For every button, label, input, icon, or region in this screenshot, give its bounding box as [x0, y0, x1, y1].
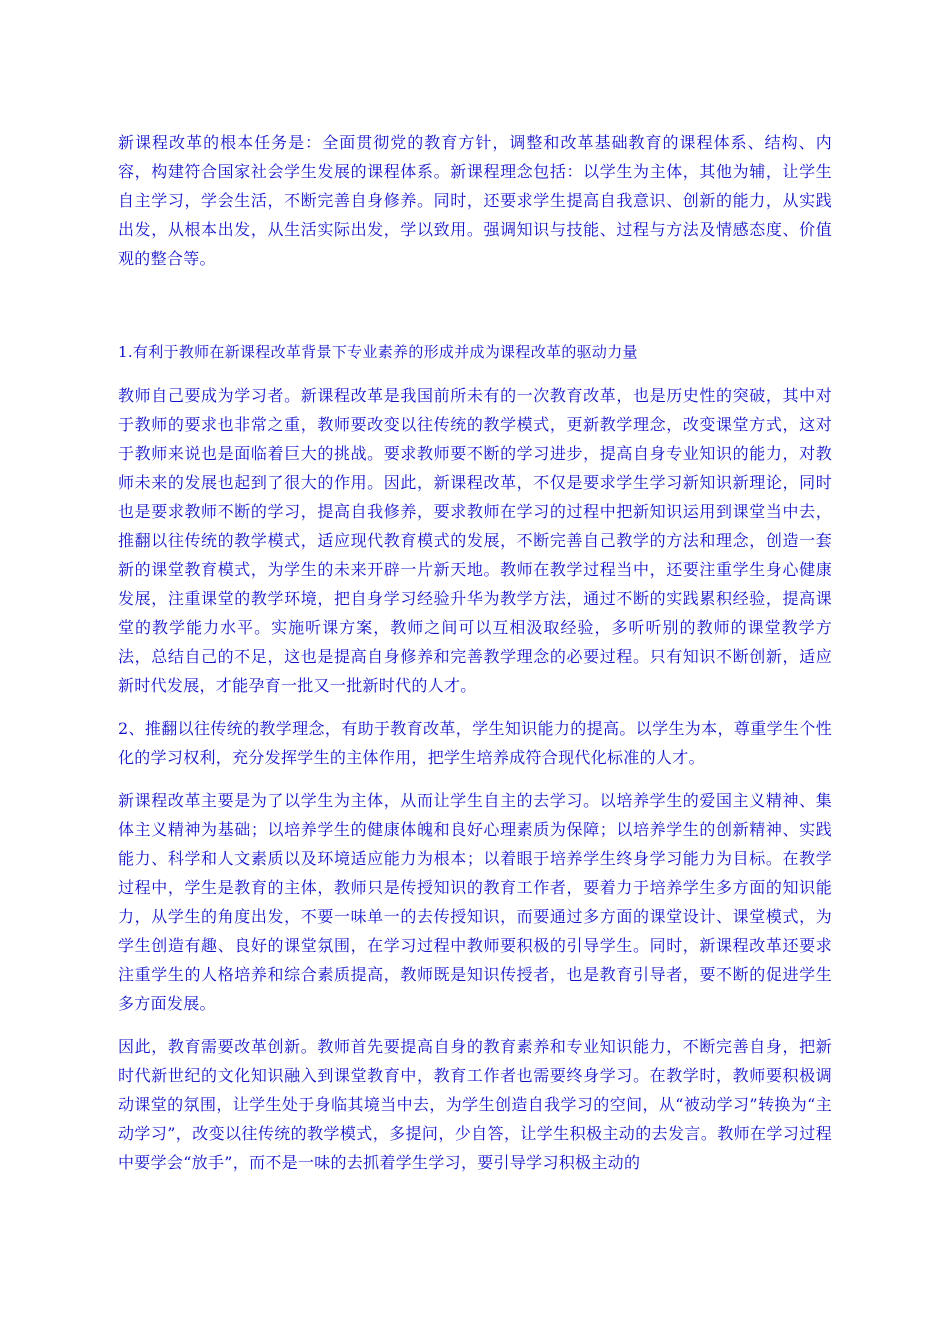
body-paragraph-3: 因此，教育需要改革创新。教师首先要提高自身的教育素养和专业知识能力，不断完善自身，把新时代新世纪的文化知识融入到课堂教育中，教育工作者也需要终身学习。在教学时，教师要积极调动课堂的氛围，让学生处于身临其境当中去，为学生创造自我学习的空间，从“被动学习”转换为“主动学习”，改变以往传统的教学模式，多提问，少自答，让学生积极主动的去发言。教师在学习过程中要学会“放手”，而不是一味的去抓着学生学习，要引导学习积极主动的: [118, 1037, 832, 1172]
section-heading-1: 1.有利于教师在新课程改革背景下专业素养的形成并成为课程改革的驱动力量: [118, 343, 638, 361]
body-paragraph-2: 新课程改革主要是为了以学生为主体，从而让学生自主的去学习。以培养学生的爱国主义精神、集体主义精神为基础；以培养学生的健康体魄和良好心理素质为保障；以培养学生的创新精神、实践能力、科学和人文素质以及环境适应能力为根本；以着眼于培养学生终身学习能力为目标。在教学过程中，学生是教育的主体，教师只是传授知识的教育工作者，要着力于培养学生多方面的知识能力，从学生的角度出发，不要一味单一的去传授知识，而要通过多方面的课堂设计、课堂模式，为学生创造有趣、良好的课堂氛围，在学习过程中教师要积极的引导学生。同时，新课程改革还要求注重学生的人格培养和综合素质提高，教师既是知识传授者，也是教育引导者，要不断的促进学生多方面发展。: [118, 791, 832, 1013]
section-gap: [118, 287, 832, 338]
body-paragraph-1: 教师自己要成为学习者。新课程改革是我国前所未有的一次教育改革，也是历史性的突破，其中对于教师的要求也非常之重，教师要改变以往传统的教学模式，更新教学理念，改变课堂方式，这对于教师来说也是面临着巨大的挑战。要求教师要不断的学习进步，提高自身专业知识的能力，对教师未来的发展也起到了很大的作用。因此，新课程改革，不仅是要求学生学习新知识新理论，同时也是要求教师不断的学习，提高自我修养，要求教师在学习的过程中把新知识运用到课堂当中去，推翻以往传统的教学模式，适应现代教育模式的发展，不断完善自己教学的方法和理念，创造一套新的课堂教育模式，为学生的未来开辟一片新天地。教师在教学过程当中，还要注重学生身心健康发展，注重课堂的教学环境，把自身学习经验升华为教学方法，通过不断的实践累积经验，提高课堂的教学能力水平。实施听课方案，教师之间可以互相汲取经验，多听听别的教师的课堂教学方法，总结自己的不足，这也是提高自身修养和完善教学理念的必要过程。只有知识不断创新，适应新时代发展，才能孕育一批又一批新时代的人才。: [118, 386, 832, 695]
section-heading-2: 2、推翻以往传统的教学理念，有助于教育改革，学生知识能力的提高。以学生为本，尊重学生个性化的学习权利，充分发挥学生的主体作用，把学生培养成符合现代化标准的人才。: [118, 719, 832, 767]
document-body: [118, 128, 832, 1191]
intro-paragraph: 新课程改革的根本任务是：全面贯彻党的教育方针，调整和改革基础教育的课程体系、结构、内容，构建符合国家社会学生发展的课程体系。新课程理念包括：以学生为主体，其他为辅，让学生自主学习，学会生活，不断完善自身修养。同时，还要求学生提高自我意识、创新的能力，从实践出发，从根本出发，从生活实际出发，学以致用。强调知识与技能、过程与方法及情感态度、价值观的整合等。: [118, 133, 832, 268]
